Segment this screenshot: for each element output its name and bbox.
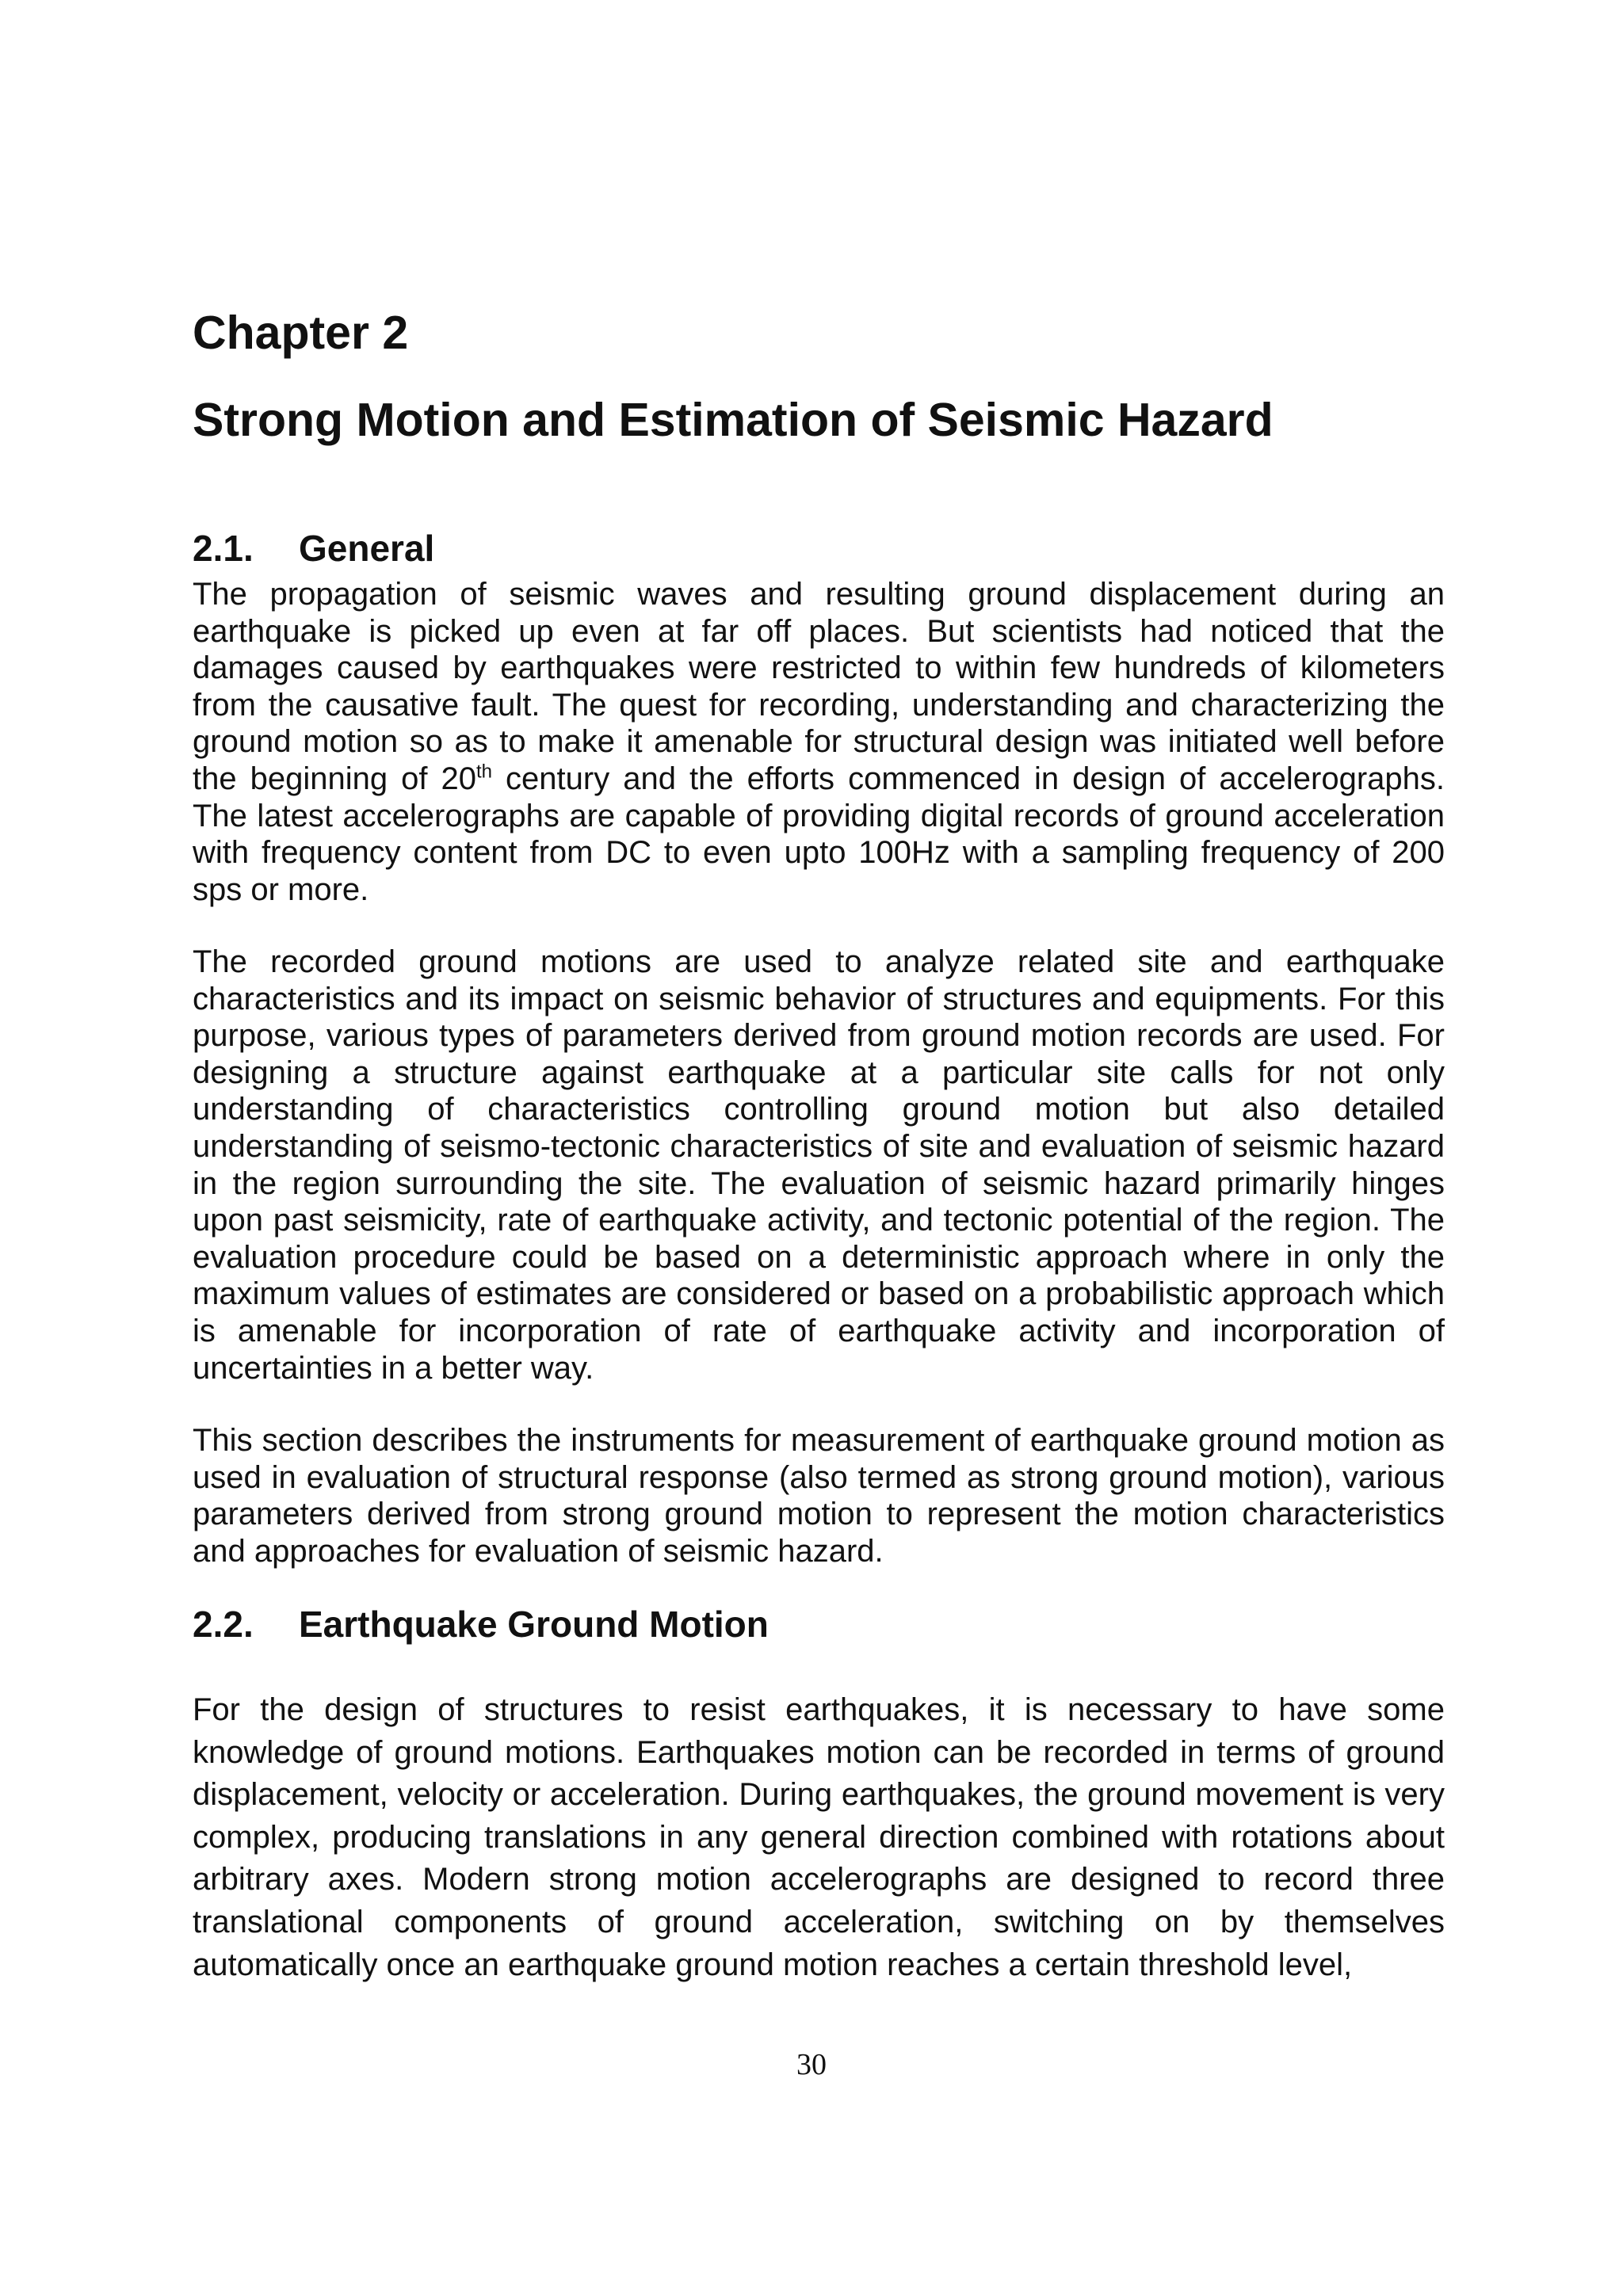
paragraph-text: The propagation of seismic waves and resulting ground displacement during an earthquake is picked up even at far off places. But scientists had noticed that the damages caused by earthquakes were restricted to within few hundreds of kilometers from the causative fault. The quest for recording, understanding and characterizing the ground motion so as to make it amenable for structural design was initiated well before the beginning of 20 [193,577,1445,796]
section-number: 2.2. [193,1604,254,1645]
paragraph-general-1 [193,576,1445,908]
chapter-title: Strong Motion and Estimation of Seismic Hazard [193,394,1274,446]
section-heading-earthquake-ground-motion [193,1603,769,1646]
paragraph-text: century and the efforts commenced in design of accelerographs. The latest accelerographs are capable of providing digital records of ground acceleration with frequency content from DC to even upto 100Hz with a sampling frequency of 200 sps or more. [193,761,1445,907]
page-number: 30 [796,2048,827,2081]
section-number: 2.1. [193,528,254,569]
paragraph-ground-motion-1: For the design of structures to resist earthquakes, it is necessary to have some knowledge of ground motions. Earthquakes motion can be recorded in terms of ground displacement, velocity or acceleration. During earthquakes, the ground movement is very complex, producing translations in any general direction combined with rotations about arbitrary axes. Modern strong motion accelerographs are designed to record three translational components of ground acceleration, switching on by themselves automatically once an earthquake ground motion reaches a certain threshold level, [193,1692,1445,1982]
section-title: Earthquake Ground Motion [299,1604,769,1645]
section-heading-general [193,527,434,570]
section-title: General [299,528,435,569]
paragraph-general-2: The recorded ground motions are used to analyze related site and earthquake characteristics and its impact on seismic behavior of structures and equipments. For this purpose, various types of parameters derived from ground motion records are used. For designing a structure against earthquake at a particular site calls for not only understanding of characteristics controlling ground motion but also detailed understanding of seismo-tectonic characteristics of site and evaluation of seismic hazard in the region surrounding the site. The evaluation of seismic hazard primarily hinges upon past seismicity, rate of earthquake activity, and tectonic potential of the region. The evaluation procedure could be based on a deterministic approach where in only the maximum values of estimates are considered or based on a probabilistic approach which is amenable for incorporation of rate of earthquake activity and incorporation of uncertainties in a better way. [193,944,1445,1386]
chapter-label: Chapter 2 [193,307,409,359]
paragraph-general-3: This section describes the instruments for measurement of earthquake ground motion as used in evaluation of structural response (also termed as strong ground motion), various parameters derived from strong ground motion to represent the motion characteristics and approaches for evaluation of seismic hazard. [193,1423,1445,1569]
superscript-th: th [476,761,493,783]
